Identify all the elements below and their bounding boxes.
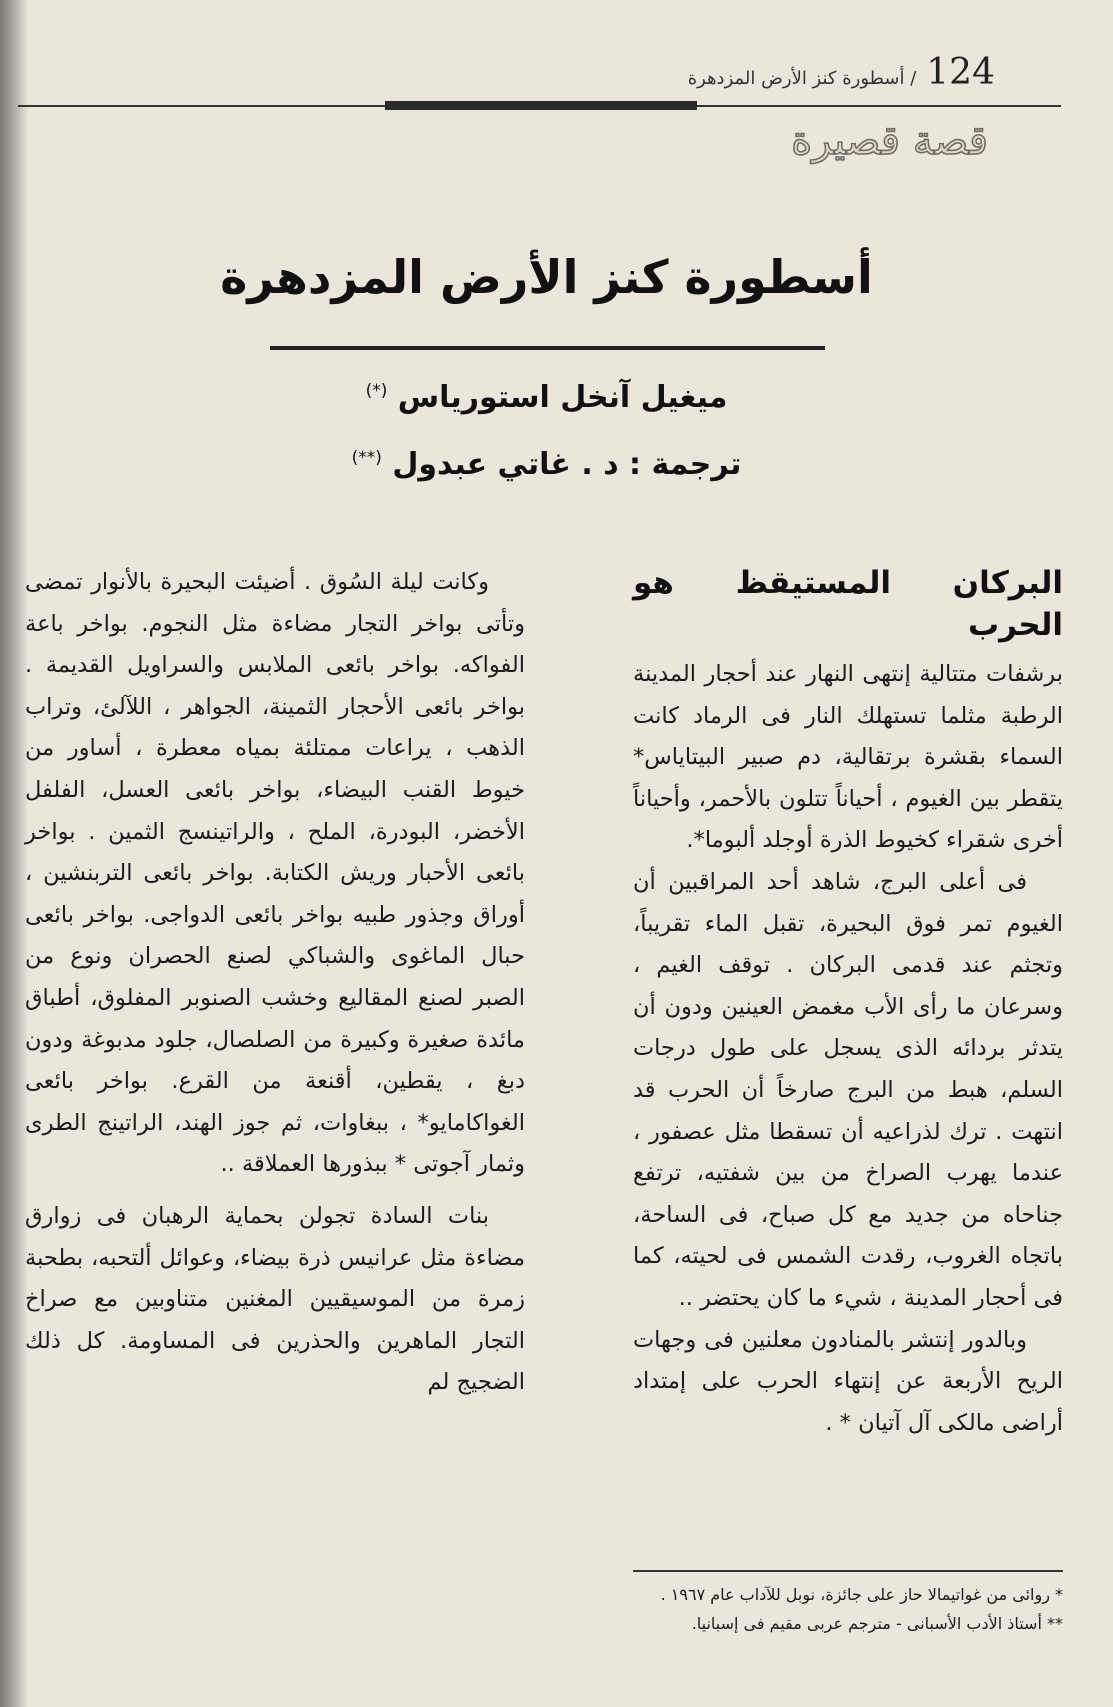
translator-byline — [120, 447, 973, 482]
section-heading: البركان المستيقظ هو الحرب — [633, 565, 1063, 643]
paragraph: بنات السادة تجولن بحماية الرهبان فى زوارق مضاءة مثل عرانيس ذرة بيضاء، وعوائل ألتحبه، بطحبة زمرة من الموسيقيين المغنين متناوبين مع صراخ التجار الماهرين والحذرين فى المساومة. كل ذلك الضجيج لم — [25, 1202, 525, 1396]
paragraph: برشفات متتالية إنتهى النهار عند أحجار المدينة الرطبة مثلما تستهلك النار فى الرماد كانت السماء بقشرة برتقالية، دم صبير البيتاياس* يتقطر بين الغيوم ، أحياناً تتلون بالأحمر، وأحياناً أخرى شقراء كخيوط الذرة أوجلد ألبوما*. — [633, 661, 1063, 854]
paragraph: فى أعلى البرج، شاهد أحد المراقبين أن الغيوم تمر فوق البحيرة، تقبل الماء تقريباً، وتجثم عند قدمى البركان . توقف الغيم ، وسرعان ما رأى الأب مغمض العينين ودون أن يتدثر بردائه الذى يسجل على طول درجات السلم، هبط من البرج صارخاً أن الحرب قد انتهت . ترك لذراعيه أن تسقطا مثل عصفور ، عندما يهرب الصراخ من بين شفتيه، ترتفع جناحاه من جديد مع كل صباح، فى الساحة، باتجاه الغروب، رقدت الشمس فى لحيته، كما فى أحجار المدينة ، شيء ما كان يحتضر .. — [633, 868, 1063, 1311]
paragraph: وكانت ليلة السُوق . أضيئت البحيرة بالأنوار تمضى وتأتى بواخر التجار مضاءة مثل النجوم. بواخر باعة الفواكه. بواخر بائعى الملابس والسراويل القديمة . بواخر بائعى الأحجار الثمينة، الجواهر ، اللآلئ، وتراب الذهب ، يراعات ممتلئة بمياه معطرة ، أساور من خيوط القنب البيضاء، بواخر بائعى العسل، الفلفل الأخضر، البودرة، الملح ، والراتينسج الثمين . بواخر بائعى الأحبار وريش الكتابة. بواخر بائعى التربنشين ، أوراق وجذور طبيه بواخر بائعى الدواجى. بواخر بائعى حبال الماغوى والشباكي لصنع الحصران ونوع من الصبر لصنع المقاليع وخشب الصنوبر المفلوق، أطباق مائدة صغيرة وكبيرة من الصلصال، جلود مدبوغة ودون دبغ ، يقطين، أقنعة من القرع. بواخر بائعى الغواكامايو* ، ببغاوات، ثم جوز الهند، الراتينج الطرى وثمار آجوتى * ببذورها العملاقة .. — [25, 569, 525, 1178]
running-title: / أسطورة كنز الأرض المزدهرة — [687, 68, 917, 89]
author-footnote-mark: (*) — [365, 381, 388, 401]
author-name: ميغيل آنخل استورياس — [397, 380, 728, 415]
author-byline — [120, 380, 973, 415]
footnote: ** أستاذ الأدب الأسبانى - مترجم عربى مقيم فى إسبانيا. — [691, 1614, 1063, 1633]
footnote-rule — [633, 1570, 1063, 1572]
running-header — [688, 52, 995, 93]
header-accent-bar — [385, 101, 697, 110]
section-label: قصة قصيرة — [791, 118, 988, 164]
title-underline — [270, 346, 825, 350]
left-column — [25, 562, 525, 1404]
article-title: أسطورة كنز الأرض المزدهرة — [220, 250, 873, 304]
footnote: * روائى من غواتيمالا حاز على جائزة، نوبل للآداب عام ١٩٦٧ . — [660, 1585, 1063, 1604]
translator-name: ترجمة : د . غاتي عبدول — [392, 447, 742, 482]
right-column — [633, 562, 1063, 1444]
page-number: 124 — [926, 52, 995, 93]
paragraph: وبالدور إنتشر بالمنادون معلنين فى وجهات الريح الأربعة عن إنتهاء الحرب على إمتداد أراضى مالكى آل آتيان * . — [633, 1326, 1063, 1436]
translator-footnote-mark: (**) — [351, 448, 382, 468]
footnotes — [623, 1580, 1063, 1638]
